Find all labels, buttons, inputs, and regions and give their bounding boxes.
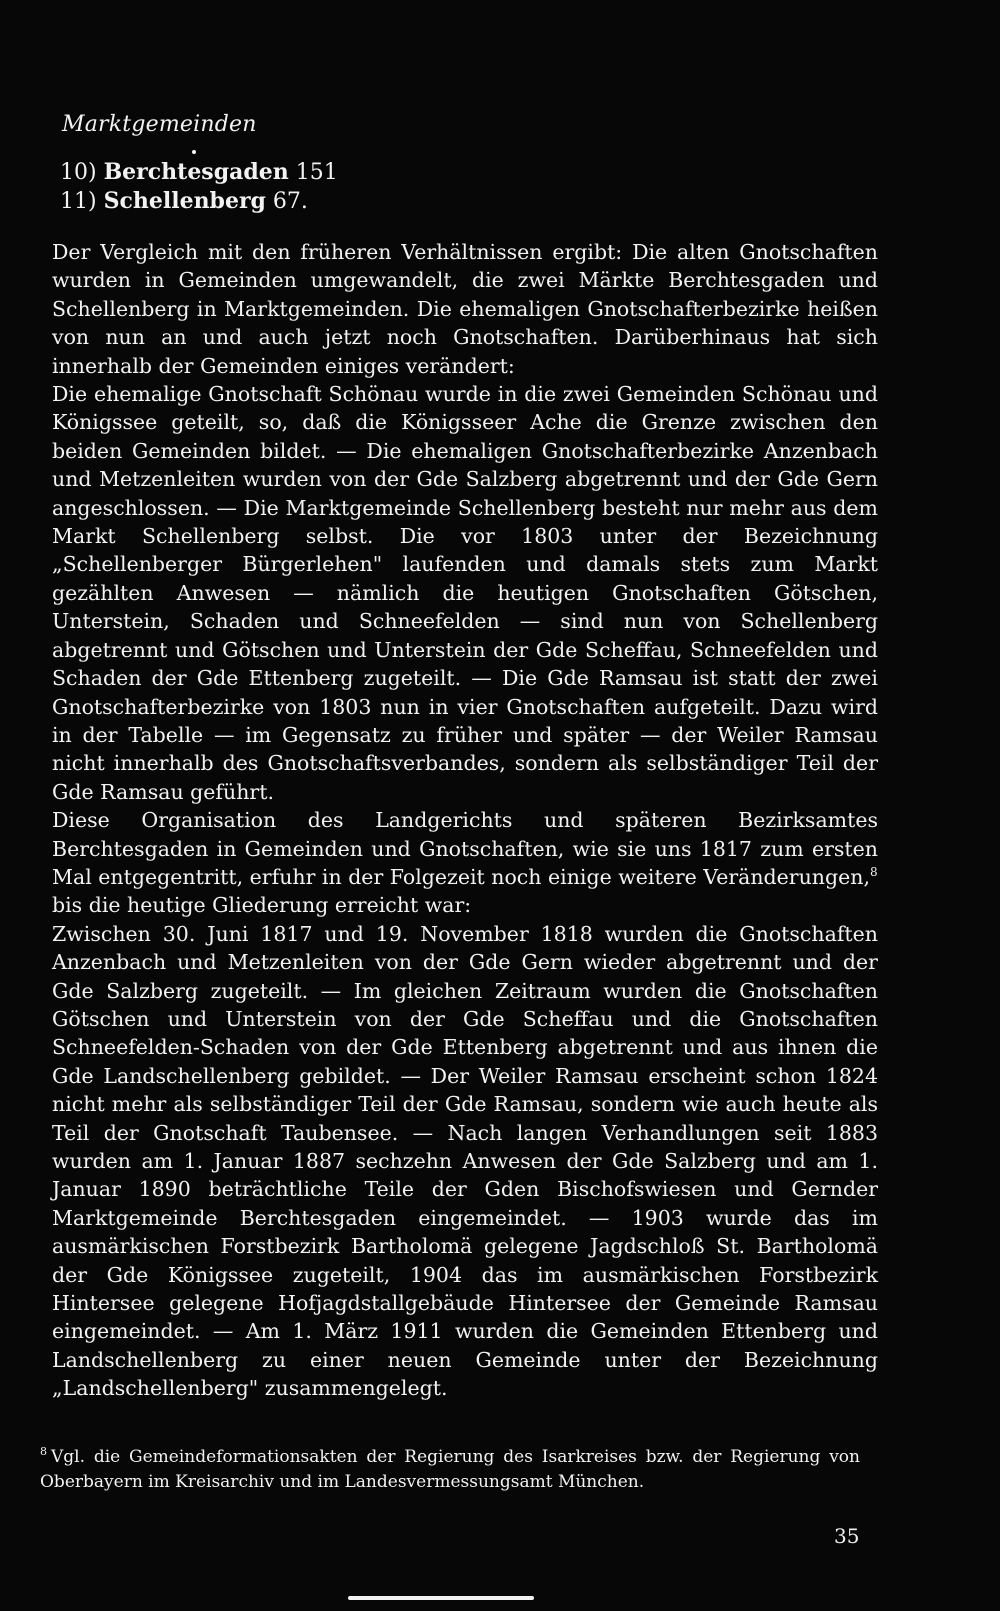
paragraph: Die ehemalige Gnotschaft Schönau wurde in die zwei Gemeinden Schönau und Königssee geteilt, so, daß die Königsseer Ache die Grenze zwischen den beiden Gemeinden bildet. — Die ehemaligen Gnotschafterbezirke Anzenbach und Metzenleiten wurden von der Gde Salzberg abgetrennt und der Gde Gern angeschlossen. — Die Marktgemeinde Schellenberg besteht nur mehr aus dem Markt Schellenberg selbst. Die vor 1803 unter der Bezeichnung „Schellenberger Bürgerlehen" laufenden und damals stets zum Markt gezählten Anwesen — nämlich die heutigen Gnotschaften Götschen, Unterstein, Schaden und Schneefelden — sind nun von Schellenberg abgetrennt und Götschen und Unterstein der Gde Scheffau, Schneefelden und Schaden der Gde Ettenberg zugeteilt. — Die Gde Ramsau ist statt der zwei Gnotschafterbezirke von 1803 nun in vier Gnotschaften aufgeteilt. Dazu wird in der Tabelle — im Gegensatz zu früher und später — der Weiler Ramsau nicht innerhalb des Gnotschaftsverbandes, sondern als selbständiger Teil der Gde Ramsau geführt. [52, 382, 878, 804]
body-text [52, 238, 878, 1403]
page-number: 35 [834, 1524, 860, 1548]
footnote-text: Vgl. die Gemeindeformationsakten der Regierung des Isarkreises bzw. der Regierung von Oberbayern im Kreisarchiv und im Landesvermessungsamt München. [40, 1447, 860, 1492]
paragraph-text: Diese Organisation des Landgerichts und späteren Bezirksamtes Berchtesgaden in Gemeinden und Gnotschaften, wie sie uns 1817 zum ersten Mal entgegentritt, erfuhr in der Folgezeit noch einige weitere Veränderungen, [52, 808, 878, 889]
market-municipality-list [60, 158, 338, 216]
list-item-name: Schellenberg [103, 188, 266, 214]
page-edge-rule [348, 1596, 534, 1600]
footnote-reference: 8 [870, 865, 878, 880]
paragraph [52, 806, 878, 891]
section-heading: Marktgemeinden [62, 112, 257, 137]
footnote [40, 1445, 860, 1495]
list-item-number: 10) [60, 160, 97, 185]
footnote-mark: 8 [40, 1445, 47, 1459]
list-item [60, 158, 338, 187]
print-dot [192, 150, 196, 154]
list-item-value: 67. [272, 189, 308, 214]
list-item-number: 11) [60, 189, 97, 214]
list-item-value: 151 [295, 160, 338, 185]
paragraph: Der Vergleich mit den früheren Verhältnissen ergibt: Die alten Gnotschaften wurden in Gemeinden umgewandelt, die zwei Märkte Berchtesgaden und Schellenberg in Marktgemeinden. Die ehemaligen Gnotschafterbezirke heißen von nun an und auch jetzt noch Gnotschaften. Darüberhinaus hat sich innerhalb der Gemeinden einiges verändert: [52, 240, 878, 378]
paragraph: Zwischen 30. Juni 1817 und 19. November 1818 wurden die Gnotschaften Anzenbach und Metzenleiten von der Gde Gern wieder abgetrennt und der Gde Salzberg zugeteilt. — Im gleichen Zeitraum wurden die Gnotschaften Götschen und Unterstein von der Gde Scheffau und die Gnotschaften Schneefelden-Schaden von der Gde Ettenberg abgetrennt und aus ihnen die Gde Landschellenberg gebildet. — Der Weiler Ramsau erscheint schon 1824 nicht mehr als selbständiger Teil der Gde Ramsau, sondern wie auch heute als Teil der Gnotschaft Taubensee. — Nach langen Verhandlungen seit 1883 wurden am 1. Januar 1887 sechzehn Anwesen der Gde Salzberg und am 1. Januar 1890 beträchtliche Teile der Gden Bischofswiesen und Gernder Marktgemeinde Berchtesgaden eingemeindet. — 1903 wurde das im ausmärkischen Forstbezirk Bartholomä gelegene Jagdschloß St. Bartholomä der Gde Königssee zugeteilt, 1904 das im ausmärkischen Forstbezirk Hintersee gelegene Hofjagdstallgebäude Hintersee der Gemeinde Ramsau eingemeindet. — Am 1. März 1911 wurden die Gemeinden Ettenberg und Landschellenberg zu einer neuen Gemeinde unter der Bezeichnung „Landschellenberg" zusammengelegt. [52, 921, 878, 1401]
paragraph: bis die heutige Gliederung erreicht war: [52, 893, 472, 918]
list-item [60, 187, 338, 216]
list-item-name: Berchtesgaden [103, 159, 289, 185]
